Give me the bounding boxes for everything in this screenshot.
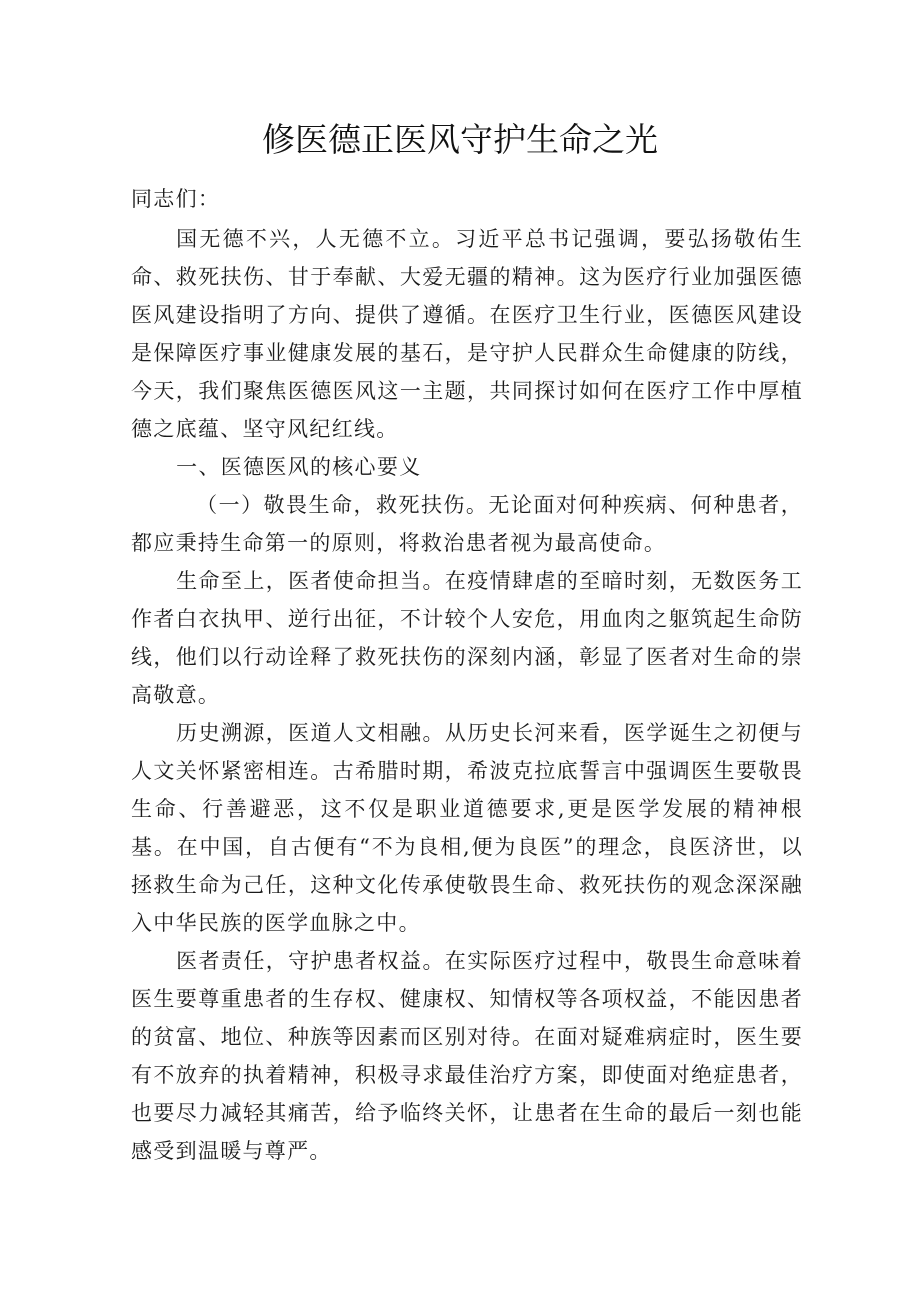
paragraph-life-first: 生命至上，医者使命担当。在疫情肆虐的至暗时刻，无数医务工作者白衣执甲、逆行出征，不计较个人安危，用血肉之躯筑起生命防线，他们以行动诠释了救死扶伤的深刻内涵，彰显了医者对生命的崇高敬意。 (131, 569, 803, 707)
subsection-heading: （一）敬畏生命，救死扶伤。无论面对何种疾病、何种患者，都应秉持生命第一的原则，将救治患者视为最高使命。 (131, 493, 803, 555)
paragraph-responsibility: 医者责任，守护患者权益。在实际医疗过程中，敬畏生命意味着医生要尊重患者的生存权、健康权、知情权等各项权益，不能因患者的贫富、地位、种族等因素而区别对待。在面对疑难病症时，医生要有不放弃的执着精神，积极寻求最佳治疗方案，即使面对绝症患者，也要尽力减轻其痛苦，给予临终关怀，让患者在生命的最后一刻也能感受到温暖与尊严。 (131, 949, 803, 1163)
section-heading: 一、医德医风的核心要义 (176, 455, 422, 479)
document-title: 修医德正医风守护生命之光 (262, 120, 658, 159)
document-body (131, 180, 803, 1170)
paragraph-history: 历史溯源，医道人文相融。从历史长河来看，医学诞生之初便与人文关怀紧密相连。古希腊时期，希波克拉底誓言中强调医生要敬畏生命、行善避恶，这不仅是职业道德要求,更是医学发展的精神根基。在中国，自古便有“不为良相,便为良医”的理念，良医济世，以拯救生命为己任，这种文化传承使敬畏生命、救死扶伤的观念深深融入中华民族的医学血脉之中。 (131, 721, 803, 935)
greeting: 同志们： (131, 187, 221, 211)
paragraph-intro: 国无德不兴，人无德不立。习近平总书记强调，要弘扬敬佑生命、救死扶伤、甘于奉献、大爱无疆的精神。这为医疗行业加强医德医风建设指明了方向、提供了遵循。在医疗卫生行业，医德医风建设是保障医疗事业健康发展的基石，是守护人民群众生命健康的防线，今天，我们聚焦医德医风这一主题，共同探讨如何在医疗工作中厚植德之底蕴、坚守风纪红线。 (131, 227, 803, 441)
